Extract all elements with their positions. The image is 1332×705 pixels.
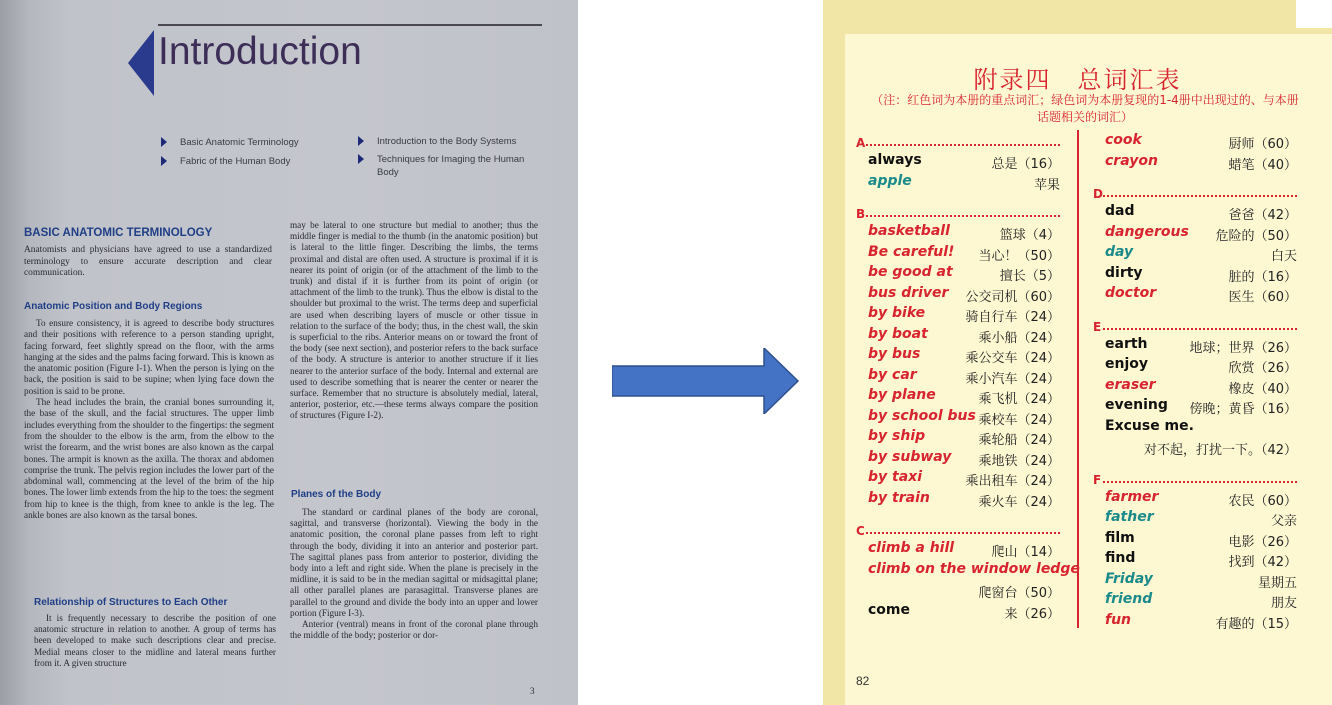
chinese-translation: 乘火车（24） bbox=[978, 494, 1060, 510]
dotted-rule bbox=[866, 215, 1060, 217]
toc-label: Techniques for Imaging the Human Body bbox=[377, 154, 525, 178]
vocabulary-page bbox=[823, 0, 1332, 705]
title-arrow-icon bbox=[128, 30, 154, 96]
vocab-entry bbox=[1105, 489, 1297, 509]
english-word: by boat bbox=[868, 325, 928, 342]
english-word: father bbox=[1105, 509, 1154, 525]
chinese-translation: 父亲 bbox=[1270, 514, 1297, 529]
chinese-translation: 脏的（16） bbox=[1228, 269, 1297, 285]
dotted-rule bbox=[1103, 328, 1297, 330]
subsection-heading: Planes of the Body bbox=[291, 489, 382, 500]
vocab-entry bbox=[868, 346, 1060, 366]
vocab-entry bbox=[1105, 153, 1297, 173]
bullet-icon bbox=[358, 154, 364, 164]
english-word: be good at bbox=[868, 264, 953, 280]
vocab-entry bbox=[868, 305, 1060, 325]
english-word: by ship bbox=[868, 428, 926, 444]
vocab-entry bbox=[1105, 377, 1297, 397]
column-two-text bbox=[290, 220, 538, 422]
chinese-translation: 地球；世界（26） bbox=[1189, 340, 1297, 356]
chinese-translation: 星期五 bbox=[1257, 575, 1297, 591]
english-word: basketball bbox=[868, 223, 950, 239]
chinese-translation: 找到（42） bbox=[1228, 555, 1297, 570]
vocab-entry bbox=[1105, 550, 1297, 570]
vocab-entry bbox=[868, 367, 1060, 387]
chinese-translation: 白天 bbox=[1270, 249, 1297, 264]
english-word: earth bbox=[1105, 335, 1148, 352]
vocab-entry bbox=[1105, 571, 1297, 591]
vocab-entry bbox=[868, 602, 1060, 622]
vocab-entry bbox=[868, 326, 1060, 346]
chinese-translation: 当心！（50） bbox=[978, 248, 1060, 264]
vocab-entry bbox=[868, 408, 1060, 428]
english-word: Be careful! bbox=[868, 243, 955, 260]
chapter-title: Introduction bbox=[158, 30, 362, 73]
english-word: always bbox=[868, 152, 922, 168]
vocab-entry bbox=[1105, 356, 1297, 376]
appendix-title: 附录四 总词汇表 bbox=[973, 66, 1182, 94]
chinese-translation: 欣赏（26） bbox=[1228, 361, 1297, 376]
letter-heading: A bbox=[856, 136, 866, 150]
chinese-translation: 傍晚；黄昏（16） bbox=[1189, 402, 1297, 417]
chinese-translation: 危险的（50） bbox=[1215, 228, 1297, 244]
chinese-translation: 来（26） bbox=[1004, 606, 1060, 622]
vocab-entry bbox=[868, 264, 1060, 284]
vocab-entry bbox=[868, 560, 1080, 581]
vocab-entry bbox=[868, 428, 1060, 448]
chinese-translation: 乘地铁（24） bbox=[978, 453, 1060, 469]
vocab-entry bbox=[868, 490, 1060, 510]
english-word: enjoy bbox=[1105, 356, 1149, 372]
relationship-text bbox=[34, 613, 276, 669]
paragraph-text: The head includes the brain, the cranial bones surrounding it, the base of the skull, and the facial structures. The upper limb includes everything from the shoulder to the fingertips: the segment from the shoulder to the elbow is the arm, from the elbow to the wrist the forearm, and the wrist bones are also known as the carpal bones. The armpit is known as the axilla. The thorax and abdomen comprise the trunk. The pelvis region includes the lower part of the abdominal wall, commencing at the level of the brim of the hip bones. The lower limb extends from the hip to the toes: the segment from hip to knee is the thigh, from knee to ankle is the leg. The ankle bones are also known as the tarsal bones. bbox=[24, 397, 274, 521]
vocab-entry bbox=[1105, 285, 1297, 305]
vocab-entry bbox=[1105, 244, 1297, 264]
title-rule bbox=[158, 24, 542, 26]
page-number: 82 bbox=[856, 674, 870, 688]
vocab-entry bbox=[1105, 265, 1297, 285]
chinese-translation: 苹果 bbox=[1033, 177, 1060, 193]
bullet-icon bbox=[161, 137, 167, 147]
english-word: apple bbox=[868, 172, 912, 189]
vocab-entry bbox=[1105, 418, 1297, 438]
english-word: by subway bbox=[868, 448, 952, 465]
english-word: Friday bbox=[1105, 570, 1153, 587]
vocab-entry bbox=[868, 387, 1060, 407]
english-word: Excuse me. bbox=[1105, 417, 1194, 434]
dotted-rule bbox=[1103, 195, 1297, 197]
appendix-note: （注：红色词为本册的重点词汇；绿色词为本册复现的1-4册中出现过的、与本册话题相关的词汇） bbox=[871, 93, 1299, 124]
right-arrow-icon bbox=[612, 348, 800, 414]
english-word: crayon bbox=[1105, 152, 1158, 169]
vocab-entry bbox=[1105, 203, 1297, 223]
english-word: climb on the window ledge bbox=[868, 560, 1080, 577]
section-heading: BASIC ANATOMIC TERMINOLOGY bbox=[24, 227, 213, 239]
english-word: fun bbox=[1105, 611, 1132, 628]
vocab-entry bbox=[1105, 438, 1297, 458]
vocab-entry bbox=[1105, 612, 1297, 632]
chinese-translation: 爸爸（42） bbox=[1228, 208, 1297, 223]
subsection-heading: Anatomic Position and Body Regions bbox=[24, 301, 203, 312]
english-word: by school bus bbox=[868, 407, 976, 424]
toc-item bbox=[377, 135, 542, 148]
chinese-translation: 爬山（14） bbox=[991, 545, 1060, 560]
english-word: dirty bbox=[1105, 264, 1143, 281]
vocab-entry bbox=[868, 152, 1060, 172]
vocab-entry bbox=[868, 223, 1060, 243]
letter-heading: C bbox=[856, 524, 865, 538]
english-word: dangerous bbox=[1105, 223, 1189, 240]
chinese-translation: 总是（16） bbox=[991, 157, 1060, 172]
vocab-entry bbox=[868, 449, 1060, 469]
vocab-entry bbox=[1105, 397, 1297, 417]
vocab-entry bbox=[868, 469, 1060, 489]
vocab-entry bbox=[1105, 132, 1297, 152]
english-word: by bike bbox=[868, 305, 926, 321]
chinese-translation: 厨师（60） bbox=[1228, 137, 1297, 152]
paragraph-text: To ensure consistency, it is agreed to describe body structures and their positions with reference to a person standing upright, facing forward, feet slightly spread on the floor, with the arms hanging at the sides and the palms facing forward. This is known as the anatomic position (Figure I-1). When the person is lying on the back, the position is said to be supine; when lying face down the position is said to be prone. bbox=[24, 318, 274, 396]
chinese-translation: 橡皮（40） bbox=[1228, 381, 1297, 397]
toc-label: Fabric of the Human Body bbox=[180, 156, 291, 167]
english-word: farmer bbox=[1105, 488, 1159, 505]
vocab-entry bbox=[1105, 224, 1297, 244]
english-word: friend bbox=[1105, 591, 1153, 607]
letter-heading: E bbox=[1093, 319, 1102, 334]
toc-item bbox=[180, 155, 350, 168]
toc-item bbox=[377, 153, 542, 179]
dotted-rule bbox=[866, 144, 1060, 146]
chinese-translation: 朋友 bbox=[1270, 596, 1297, 611]
chinese-translation: 蜡笔（40） bbox=[1228, 157, 1297, 173]
chinese-translation: 乘校车（24） bbox=[978, 412, 1060, 428]
chinese-translation: 对不起，打扰一下。（42） bbox=[1143, 443, 1297, 458]
english-word: come bbox=[868, 601, 910, 618]
english-word: find bbox=[1105, 550, 1136, 566]
english-word: by plane bbox=[868, 387, 936, 403]
subsection-heading: Relationship of Structures to Each Other bbox=[34, 597, 228, 608]
vocab-entry bbox=[1105, 591, 1297, 611]
paragraph-text: may be lateral to one structure but medial to another; thus the middle finger is medial to the thumb (in the anatomic position) but is lateral to the little finger. Describing the limbs, the terms proximal and distal are often used. A structure is proximal if it is nearer its point of origin (or of the attachment of the limb to the trunk) and distal if it is further from its point of origin (or attachment of the limb to the trunk). Thus the elbow is distal to the shoulder but proximal to the wrist. The terms deep and superficial are used when describing layers of muscle or other tissue in relation to the surface of the body; thus, in the chest wall, the skin is superficial to the ribs. Anterior means on or toward the front of the body (see next section), and posterior refers to the back surface of the body. A structure is anterior to another structure if it lies nearer to the anterior surface of the body. Internal and external are used to describe something that is nearer the center or nearer the surface. Remember that no structure is absolutely medial, lateral, anterior, posterior, etc.—these terms always compare the position of structures (Figure I-2). bbox=[290, 220, 538, 421]
english-word: climb a hill bbox=[868, 540, 955, 556]
bullet-icon bbox=[161, 156, 167, 166]
dotted-rule bbox=[866, 532, 1060, 534]
english-word: cook bbox=[1105, 132, 1142, 148]
chinese-translation: 乘小船（24） bbox=[978, 330, 1060, 346]
toc-label: Basic Anatomic Terminology bbox=[180, 137, 299, 148]
english-word: by train bbox=[868, 489, 930, 506]
chinese-translation: 擅长（5） bbox=[999, 269, 1060, 284]
vocab-entry bbox=[868, 581, 1060, 601]
chinese-translation: 乘出租车（24） bbox=[965, 474, 1060, 489]
column-divider bbox=[1077, 130, 1079, 628]
chinese-translation: 爬窗台（50） bbox=[978, 586, 1060, 601]
page-corner bbox=[1296, 0, 1332, 28]
chinese-translation: 乘小汽车（24） bbox=[965, 371, 1060, 387]
english-word: by car bbox=[868, 366, 917, 383]
chinese-translation: 医生（60） bbox=[1228, 290, 1297, 305]
paragraph-text: Anatomists and physicians have agreed to use a standardized terminology to ensure accurate description and clear communication. bbox=[24, 245, 272, 278]
dotted-rule bbox=[1103, 481, 1297, 483]
chinese-translation: 农民（60） bbox=[1228, 493, 1297, 509]
english-word: by taxi bbox=[868, 469, 922, 485]
english-word: evening bbox=[1105, 397, 1168, 413]
vocab-entry bbox=[868, 173, 1060, 193]
bullet-icon bbox=[358, 136, 364, 146]
paragraph-text: It is frequently necessary to describe the position of one anatomic structure in relation to another. A group of terms has been developed to make such descriptions clear and precise. Medial means closer to the midline and lateral means further from it. A given structure bbox=[34, 613, 276, 668]
vocab-entry bbox=[1105, 336, 1297, 356]
vocab-entry bbox=[1105, 509, 1297, 529]
vocab-entry bbox=[868, 244, 1060, 264]
chinese-translation: 有趣的（15） bbox=[1215, 616, 1297, 632]
chinese-translation: 乘公交车（24） bbox=[965, 351, 1060, 366]
chinese-translation: 公交司机（60） bbox=[965, 289, 1060, 305]
english-word: eraser bbox=[1105, 376, 1156, 393]
chinese-translation: 乘轮船（24） bbox=[978, 433, 1060, 448]
letter-heading: B bbox=[856, 207, 866, 221]
toc-label: Introduction to the Body Systems bbox=[377, 136, 517, 147]
toc-item bbox=[180, 136, 350, 149]
chinese-translation: 电影（26） bbox=[1228, 534, 1297, 550]
paragraph-text: The standard or cardinal planes of the body are coronal, sagittal, and transverse (horizontal). Viewing the body in the anatomic position, the coronal plane passes from left to right through the body, dividing it into an anterior and posterior part. The sagittal planes pass from anterior to posterior, dividing the body into a left and right side. When the plane is precisely in the midline, it is said to be in the median sagittal or midsagittal plane; all other parallel planes are parasagittal. Transverse planes are parallel to the ground and divide the body into an upper and lower portion (Figure I-3). bbox=[290, 507, 538, 618]
english-word: bus driver bbox=[868, 284, 949, 301]
vocab-entry bbox=[1105, 530, 1297, 550]
letter-heading: F bbox=[1093, 472, 1102, 487]
chinese-translation: 乘飞机（24） bbox=[978, 392, 1060, 407]
intro-paragraph bbox=[24, 245, 272, 280]
vocab-entry bbox=[868, 540, 1060, 560]
anatomy-textbook-page bbox=[0, 0, 578, 705]
chinese-translation: 骑自行车（24） bbox=[965, 310, 1060, 325]
english-word: film bbox=[1105, 529, 1135, 546]
english-word: day bbox=[1105, 244, 1134, 260]
english-word: doctor bbox=[1105, 285, 1157, 301]
page-number: 3 bbox=[530, 686, 535, 696]
vocab-entry bbox=[868, 285, 1060, 305]
planes-text bbox=[290, 507, 538, 641]
letter-heading: D bbox=[1093, 187, 1103, 201]
paragraph-text: Anterior (ventral) means in front of the coronal plane through the middle of the body; posterior or dor- bbox=[290, 619, 538, 641]
chinese-translation: 篮球（4） bbox=[999, 228, 1060, 243]
position-text bbox=[24, 318, 274, 521]
english-word: dad bbox=[1105, 203, 1135, 219]
english-word: by bus bbox=[868, 346, 921, 362]
